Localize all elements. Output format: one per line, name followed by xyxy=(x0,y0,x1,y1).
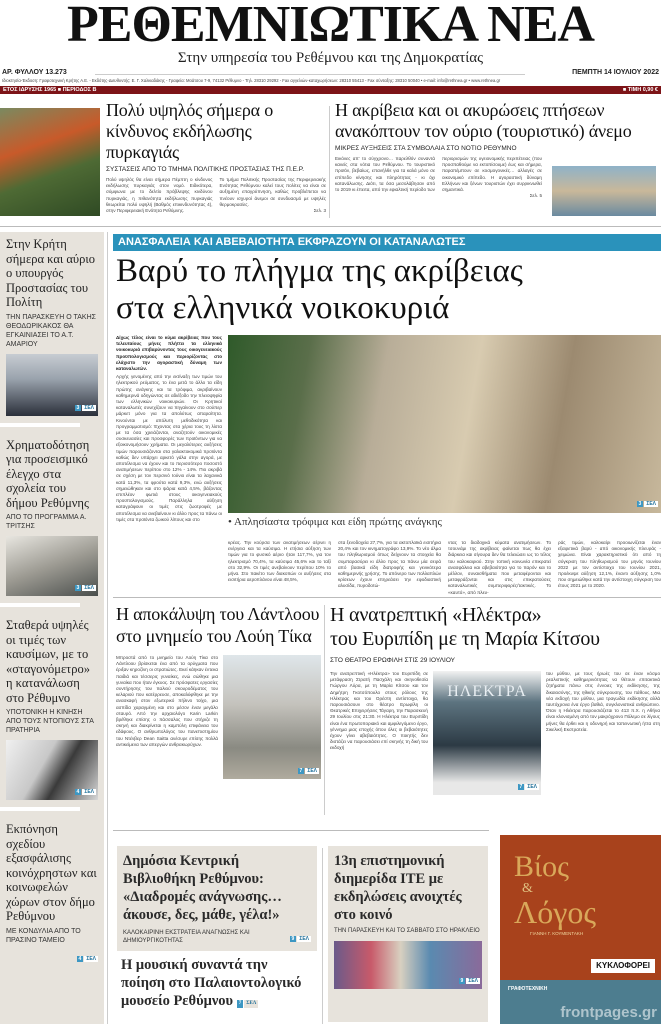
lead-banner: ΑΝΑΣΦΑΛΕΙΑ ΚΑΙ ΑΒΕΒΑΙΟΤΗΤΑ ΕΚΦΡΑΖΟΥΝ ΟΙ ΚΑΤΑΝΑΛΩΤΕΣ xyxy=(113,234,661,251)
page-number: 7 xyxy=(519,784,523,790)
headline[interactable]: 13η επιστημονική διημερίδα ΙΤΕ με εκδηλώσεις ανοιχτές στο κοινό xyxy=(334,853,462,923)
bottom-left-column xyxy=(117,846,317,1010)
fuel-pump-photo xyxy=(6,740,98,800)
headline-line[interactable]: στα ελληνικά νοικοκυριά xyxy=(116,290,450,326)
page-label: ΣΕΛ xyxy=(646,501,656,507)
page-label: ΣΕΛ xyxy=(84,404,94,411)
fire-photo xyxy=(0,108,100,216)
page-label: ΣΕΛ xyxy=(84,585,94,591)
text-col: Πολύ υψηλός θα είναι σήμερα Πέμπτη ο κίνδυνος εκδήλωσης πυρκαγιάς στον νομό. Ειδικότερα, σύμφωνα με το δελτίο πρόβλεψης κινδύνου πυρκαγιάς, η πιθανότητα εκδήλωσης πυρκαγιάς θεωρείται πολύ υψηλή (Βαθμός επικινδυνότητας 4), στην Περιφερειακή Ενότητα Ρεθύμνης. xyxy=(106,177,213,214)
page-number: 3 xyxy=(638,501,642,507)
headline-text[interactable]: Η μουσική συναντά την ποίηση στο Παλαιοντολογικό μουσείο Ρεθύμνου xyxy=(121,957,302,1009)
kicker: ΑΠΟ ΤΟ ΠΡΟΓΡΑΜΜΑ Α. ΤΡΙΤΣΗΣ xyxy=(6,514,87,530)
page-label: ΣΕΛ xyxy=(86,955,96,962)
text-col: του μύθου, με τους ήρωές του σε έναν κόσμο ρεαλιστικής καθημερινότητας να θέτουν επιτακτικά ζητήματα πάνω στις έννοιες της εκδίκησης, της δικαιοσύνης, της ηθικής σύγκρουσης, του πάθους. Μια νέα εκδοχή του μύθου, μια τραγωδία εκδίκησης αλλά ταυτόχρονα ένα έργο βαθιά, συγκλονιστικά ανθρώπινο. Όταν η Ηλέκτρα παρουσιάζεται το 413 π.Χ. η Αθήνα είναι κλονισμένη από τον μακρόχρονο Πόλεμο σε λίγους μήνες θα έρθει και η οδυνηρή και ταπεινωτική ήττα στη Σικελική Εκστρατεία. xyxy=(546,671,660,732)
sidebar xyxy=(0,232,104,1024)
masthead-slogan: Στην υπηρεσία του Ρεθέμνου και της Δημοκρατίας xyxy=(177,50,484,66)
page-number: 4 xyxy=(78,955,82,962)
tourist-photo xyxy=(552,166,656,216)
headline-line[interactable]: του Ευριπίδη με τη Μαρία Κίτσου xyxy=(330,628,600,650)
watermark: frontpages.gr xyxy=(560,1004,657,1021)
page-number: 3 xyxy=(76,585,80,591)
text-col: Το τμήμα Πολιτικής Προστασίας της Περιφερειακής Ενότητας Ρεθύμνου καλεί τους πολίτες να είναι σε αυξημένη επαγρύπνηση, καθώς προβλέπεται να πνέουν ισχυροί άνεμοι σε συνδυασμό με υψηλές θερμοκρασίες. xyxy=(219,177,326,207)
publisher-info: Ιδιοκτησία-Έκδοση: Γραφοτεχνική Κρήτης Α.Ε. - Εκδότης-Διευθυντής: Ε. Γ. Χαλκιαδάκης - Γραφεία: Μοάτσου 7-9, 74132 Ρέθυμνο - Τηλ. 28310 29292 - Fax αγγελιών-καταχωρήσεων: 28310 55413 - Fax σύνταξης: 28310 50040 • e-mail: info@rethnea.gr • www.rethnea.gr xyxy=(2,78,501,83)
ad-badge: ΚΥΚΛΟΦΟΡΕΙ xyxy=(591,959,655,973)
classroom-photo xyxy=(6,536,98,596)
kicker: ΜΕ ΚΟΝΔΥΛΙΑ ΑΠΟ ΤΟ ΠΡΑΣΙΝΟ ΤΑΜΕΙΟ xyxy=(6,927,81,944)
page-number: 3 xyxy=(76,404,80,411)
kicker: ΣΥΣΤΑΣΕΙΣ ΑΠΟ ΤΟ ΤΜΗΜΑ ΠΟΛΙΤΙΚΗΣ ΠΡΟΣΤΑΣΙΑΣ ΤΗΣ Π.Ε.Ρ. xyxy=(106,166,305,173)
kicker: ΚΑΛΟΚΑΙΡΙΝΗ ΕΚΣΤΡΑΤΕΙΑ ΑΝΑΓΝΩΣΗΣ ΚΑΙ ΔΗΜΙΟΥΡΓΙΚΟΤΗΤΑΣ xyxy=(123,930,250,944)
story-ite[interactable] xyxy=(328,846,488,1022)
ad-title: Λόγος xyxy=(514,894,597,930)
page-label: ΣΕΛ xyxy=(246,1000,257,1006)
headline[interactable]: Δημόσια Κεντρική Βιβλιοθήκη Ρεθύμνου: «Διαδρομές ανάγνωσης… άκουσε, δες, μάθε, γέλα!» xyxy=(123,853,282,923)
lead-photo-market xyxy=(228,335,661,513)
kicker: ΣΤΟ ΘΕΑΤΡΟ ΕΡΩΦΙΛΗ ΣΤΙΣ 29 ΙΟΥΛΙΟΥ xyxy=(330,657,455,664)
sidebar-story-spaces[interactable] xyxy=(0,818,104,965)
text-col: κρέας. Την κούρσα των ανατιμήσεων σέρνει η ενέργεια και τα καύσιμα. Η ετήσια αύξηση των τιμών για το φυσικό αέριο ήταν 117,7%, για τον ηλεκτρισμό 70,4%, τα καύσιμα 45,6% και το ταξί στο 32,9%. Οι τιμές ανεβαίνουν περίπου 10% το μήνα. Στο πακέτο των διακοπών οι αυξήσεις στα εισιτήρια αεροπλάνου είναι 48,5%, xyxy=(228,540,331,583)
lead-body: Αρχής γενομένης από την εκτίναξη των τιμών του ηλεκτρικού ρεύματος, το ένα μετά το άλλο τα είδη πρώτης ανάγκης και τα τρόφιμα, ακριβαίνουν καθημερινά οδηγώντας σε αδιέξοδο την πλειοψηφία των ελληνικών νοικοκυριών. Οι Κρητικοί καταναλωτές συνεχίζουν να πηγαίνουν στο σούπερ μάρκετ μόνο για τα απολύτως απαραίτητα. Κινούνται με απόλυτη μεθοδικότητα και προγραμματισμό: Έχοντας στα χέρια τους τη λίστα με τα όσα χρειάζονται, αναζητούν οικονομικές συσκευασίες και προσφορές των προϊόντων για να εξοικονομήσουν χρήματα. Οι μεγαλύτερες αυξήσεις τιμών παρουσιάζονται στα γαλακτοκομικά προϊόντα καθώς δεν υπάρχει αρκετό γάλα στην αγορά, με αποτέλεσμα να έχουν και το περισσότερο ποσοστό ανατιμήσεων περίπου στο 12% - 14%. Πιο ακριβά σε σχέση με τον περσινό Ιούνιο είναι τα λαχανικά κατά 11,3%, τα φρούτα κατά 9,3%, ενώ αυξήσεις σημειώθηκαν και στο ψάρια κατά 4,5%, βάζοντας επιπλέον φωτιά στους οικογενειακούς προϋπολογισμούς. Παράλληλα αύξηση καταγράφουν οι τιμές στις ζωοτροφές με αποτέλεσμα να ανεβαίνουν κι άλλο προς τα πάνω οι τιμές στα προϊόντα ζωικού λίπους και στο xyxy=(116,374,222,522)
headline-line[interactable]: Η ανατρεπτική «Ηλέκτρα» xyxy=(330,604,542,626)
lead-columns xyxy=(228,540,661,595)
page-number: 9 xyxy=(460,978,464,984)
text-col: περιορισμών της υγειονομικής περιπέτειας (που προσπαθούμε να εκτοπίσουμε) έως και σήμερα, παραπέμπουν σε κοσμογονικές… αλλαγές σε οικονομικό επίπεδο. Η αγοραστική δύναμη Ελλήνων και ξένων τουριστών έχει συρρικνωθεί σημαντικά. xyxy=(442,156,542,193)
poster-title: ΗΛΕΚΤΡΑ xyxy=(447,683,527,700)
lead-intro: Δίχως τέλος είναι το κύμα ακρίβειας που τους τελευταίους μήνες πλήττει τα ελληνικά νοικοκυριά επιβαρύνοντας τους οικογενειακούς προϋπολογισμούς και περιορίζοντας στο ελάχιστο την αγοραστική δύναμη των καταναλωτών. xyxy=(116,335,222,372)
page-number: 9 xyxy=(291,936,295,942)
page-label: ΣΕΛ xyxy=(84,789,94,795)
story-landloo-body: Μπροστά από το μνημείο του Λούη Τίκα στο Λάντλοου βρίσκεται ένα από τα ορύγματα που έριξαν κηροζίνη οι στρατιώτες. Εκεί κάηκαν έντεκα παιδιά και τέσσερις γυναίκες, ενώ σώθηκε μια γυναίκα που ήταν έγκυος. Σε πρόσφατες εργασίες συντήρησης του παλιού σκουροδέματος του κελαριού που κατέρρευσε, αποκαλύφθηκε με την ανασκαφή στον εξωτερικό πήλινο τοίχο, μια ασπίδα χαραγμένη και στο μέσον έναν μεγάλο σταυρό. Από την αρχαιολόγο Karin Larkin βρέθηκε επίσης ο πάσσαλος που στήριζε τη σκηνή και διακρίνεται η καμπύλη επιφάνεια του εδάφους. Ο ανθρωπολόγος του πανεπιστημίου του Ντένβερ Dean Saitta ανέσυρε επίσης πολλά αντικείμενα των απεργών ανθρακωρύχων. xyxy=(116,655,218,747)
top-story-fire[interactable] xyxy=(106,100,326,214)
electra-poster xyxy=(433,671,541,795)
page-label: ΣΕΛ xyxy=(468,978,478,984)
book-advertisement[interactable] xyxy=(500,835,661,1024)
story-landloo[interactable] xyxy=(116,603,321,779)
lead-headline[interactable] xyxy=(116,253,523,327)
story-library[interactable] xyxy=(117,846,317,951)
headline[interactable]: Η αποκάλυψη του Λάντλοου στο μνημείο του Λούη Τίκα xyxy=(116,604,320,646)
headline[interactable]: Σταθερά υψηλές οι τιμές των καυσίμων, με το «σταγονόμετρο» η κατανάλωση στο Ρέθυμνο xyxy=(6,618,90,705)
page-label: ΣΕΛ xyxy=(527,784,537,790)
lead-intro-column xyxy=(116,335,222,587)
text-col: ντας τα διαδοχικά κύματα ανατιμήσεων. Το τσουνάμι της ακρίβειας φαίνεται πως θα έχει διάρκεια και σίγουρα δεν θα τελειώσει ως το τέλος του καλοκαιριού. Στην τοπική κοινωνία επικρατεί ανασφάλεια και αβεβαιότητα για το παρόν και το μέλλον, συναισθήματα που μεταφέρονται και μεταφράζονται και στις επικρατούσες καταναλωτικές συμπεριφορές/τακτικές. Το «καυτό», από πλευ- xyxy=(448,540,551,595)
headline-line[interactable]: Βαρύ το πλήγμα της ακρίβειας xyxy=(116,253,523,289)
kicker: ΜΙΚΡΕΣ ΑΥΞΗΣΕΙΣ ΣΤΑ ΣΥΜΒΟΛΑΙΑ ΣΤΟ ΝΟΤΙΟ ΡΕΘΥΜΝΟ xyxy=(335,145,517,152)
page-label: ΣΕΛ xyxy=(307,768,317,774)
ad-ampersand: & xyxy=(522,881,533,896)
headline[interactable]: Στην Κρήτη σήμερα και αύριο ο υπουργός Προστασίας του Πολίτη xyxy=(6,237,95,309)
kicker: ΥΠΟΤΟΝΙΚΗ Η ΚΙΝΗΣΗ ΑΠΟ ΤΟΥΣ ΝΤΟΠΙΟΥΣ ΣΤΑ ΠΡΑΤΗΡΙΑ xyxy=(6,709,94,734)
sidebar-story-fuel[interactable] xyxy=(0,614,104,800)
headline[interactable]: Εκπόνηση σχεδίου εξασφάλισης κοινόχρηστων και κοινωφελών χώρων στον δήμο Ρεθύμνου xyxy=(6,822,97,923)
sidebar-story-minister[interactable] xyxy=(0,232,104,416)
headline[interactable]: Πολύ υψηλός σήμερα ο κίνδυνος εκδήλωσης πυρκαγιάς xyxy=(106,100,274,162)
monument-photo xyxy=(223,655,321,779)
ite-photo xyxy=(334,941,482,989)
story-electra[interactable] xyxy=(330,603,660,795)
ad-title: Βίος xyxy=(514,850,569,883)
sidebar-story-schools[interactable] xyxy=(0,434,104,597)
page-number: 7 xyxy=(299,768,303,774)
text-col: ράς τιμών, καλοκαίρι προοιωνίζεται έναν εξαιρετικά βαρύ - από οικονομικής πλευράς - χειμώνα. Είναι χαρακτηριστικό ότι από τη σύγκριση του πληθωρισμού του μηνός Ιουνίου 2022 με τον αντίστοιχο του Ιουνίου 2021, προέκυψε αύξηση 12,1%, έναντι αύξησης 1,0% που σημειώθηκε κατά την αντίστοιχη σύγκριση του έτους 2021 με το 2020. xyxy=(558,540,661,589)
headline[interactable]: Χρηματοδότηση για προσεισμικό έλεγχο στα σχολεία του δήμου Ρεθύμνης xyxy=(6,437,90,510)
page-number: 4 xyxy=(76,789,80,795)
text-col: Εικόνες απ' το σύγχρονο… παρελθόν συναντά κανείς στα νότια του Ρεθύμνου. Το τουριστικό προϊόν, βεβαίως, επανήλθε για τα καλά μόνο σε επίπεδο κίνησης και πληρότητας - κι όχι κατανάλωσης. Διότι, τα όσα μεσολάβησαν από το 2019 κι έπειτα, από την εφιαλτική περίοδο των xyxy=(335,156,435,193)
kicker: ΤΗΝ ΠΑΡΑΣΚΕΥΗ Ο ΤΑΚΗΣ ΘΕΟΔΩΡΙΚΑΚΟΣ ΘΑ ΕΓΚΑΙΝΙΑΣΕΙ ΤΟ Α.Τ. ΑΜΑΡΙΟΥ xyxy=(6,313,96,348)
text-col: στα ξενοδοχεία 27,7%, για τα ακτοπλοϊκά εισιτήρια 20,4% και τον κινηματογράφο 13,9%. Το νέο άλμα του πληθωρισμού όπως δείχνουν τα στοιχεία θα συμπαρασύρει κι άλλο προς τα πάνω μία σειρά από βασικά είδη διατροφής και γενικότερα καθημερινής χρήσης. Το απόνερο των πολλαπλών κρίσεων έχουν επηρεάσει την εφοδιαστική αλυσίδα, πυροδοτώ- xyxy=(338,540,441,589)
page-number: 7 xyxy=(238,1000,242,1006)
page-ref[interactable]: Σελ. 5 xyxy=(529,193,542,199)
masthead-title: ΡΕΘΕΜΝΙΩΤΙΚΑ ΝΕΑ xyxy=(67,0,594,53)
issue-number: ΑΡ. ΦΥΛΛΟΥ 13.273 xyxy=(2,69,67,76)
founded: ΕΤΟΣ ΙΔΡΥΣΗΣ 1965 ■ ΠΕΡΙΟΔΟΣ Β xyxy=(3,87,97,93)
ad-author: ΓΙΑΝΝΗ Γ. ΚΟΥΜΕΝΤΑΚΗ xyxy=(530,931,584,936)
kicker: ΤΗΝ ΠΑΡΑΣΚΕΥΗ ΚΑΙ ΤΟ ΣΑΒΒΑΤΟ ΣΤΟ ΗΡΑΚΛΕΙΟ xyxy=(334,928,480,934)
ad-publisher: ΓΡΑΦΟΤΕΧΝΙΚΗ xyxy=(508,986,548,992)
headline[interactable]: Η ακρίβεια και οι ακυρώσεις πτήσεων ανακόπτουν τον ούριο (τουριστικό) άνεμο xyxy=(335,100,632,141)
photo-caption: • Απλησίαστα τρόφιμα και είδη πρώτης ανάγκης xyxy=(228,516,442,528)
text-col: Την ανατρεπτική «Ηλέκτρα» του Ευριπίδη σε μετάφραση Στρατή Πασχάλη και σκηνοθεσία Γιώργου Λύρα, με τη Μαρία Κίτσου και τον Δημήτρη Γκοτσόπουλο στους ρόλους της Ηλέκτρας και του Ορέστη αντίστοιχα, θα παρουσιάσουν στο θέατρο Ερωφίλη οι Θεατρικές Επιχειρήσεις Τάγαρη, την Παρασκευή 29 Ιουλίου στις 21:30. Η Ηλέκτρα του Ευριπίδη είναι ένα πρωτοποριακό και αμφιλεγόμενο έργο, γέννημα μιας εποχής όπου όλες οι βεβαιότητες έχουν γίνει αβεβαιότητες. Ο ποιητής δεν διστάζει να παρουσιάσει επί σκηνής τη δική του εκδοχή xyxy=(330,671,428,751)
info-bar xyxy=(0,86,661,94)
price: ■ ΤΙΜΗ 0,90 € xyxy=(622,87,658,93)
issue-date: ΠΕΜΠΤΗ 14 ΙΟΥΛΙΟΥ 2022 xyxy=(572,69,659,76)
minister-photo xyxy=(6,354,98,416)
story-music[interactable] xyxy=(117,951,317,1010)
page-ref[interactable]: Σελ. 3 xyxy=(313,208,326,214)
page-label: ΣΕΛ xyxy=(299,936,309,942)
headline[interactable] xyxy=(121,956,313,1010)
